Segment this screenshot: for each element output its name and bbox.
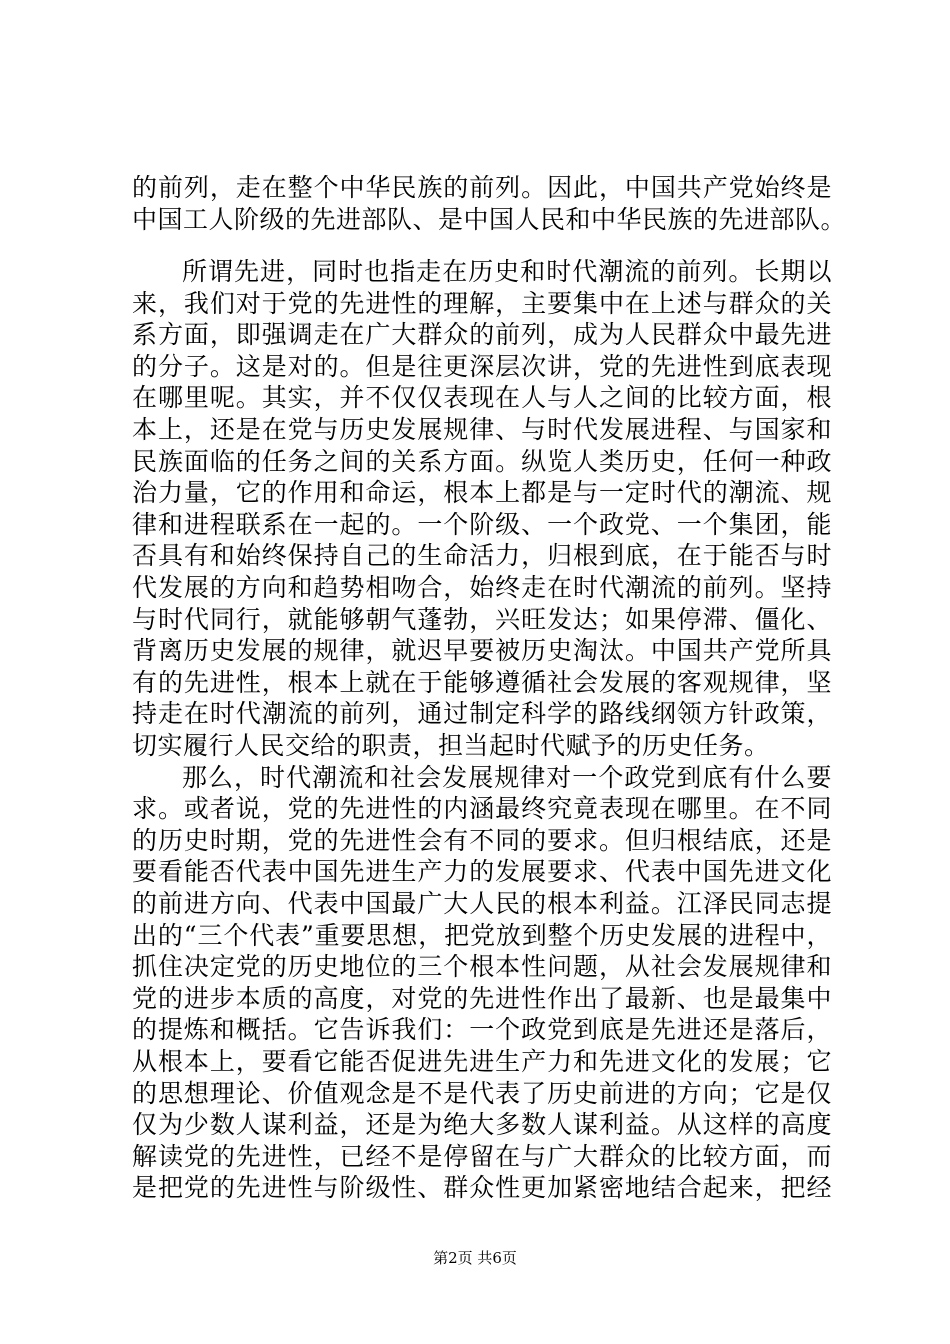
text-line: 解读党的先进性，已经不是停留在与广大群众的比较方面，而 — [132, 1141, 832, 1171]
text-line: 在哪里呢。其实，并不仅仅表现在人与人之间的比较方面，根 — [132, 383, 832, 413]
text-line: 的前进方向、代表中国最广大人民的根本利益。江泽民同志提 — [132, 889, 832, 918]
text-line: 党的进步本质的高度，对党的先进性作出了最新、也是最集中 — [132, 983, 832, 1013]
text-line: 治力量，它的作用和命运，根本上都是与一定时代的潮流、规 — [132, 478, 832, 508]
text-line: 律和进程联系在一起的。一个阶级、一个政党、一个集团，能 — [132, 509, 832, 539]
text-line: 民族面临的任务之间的关系方面。纵览人类历史，任何一种政 — [132, 446, 832, 476]
text-line: 背离历史发展的规律，就迟早要被历史淘汰。中国共产党所具 — [132, 636, 832, 666]
text-line: 抓住决定党的历史地位的三个根本性问题，从社会发展规律和 — [132, 952, 832, 982]
text-line: 的提炼和概括。它告诉我们：一个政党到底是先进还是落后， — [132, 1015, 832, 1045]
text-line: 来，我们对于党的先进性的理解，主要集中在上述与群众的关 — [132, 288, 832, 318]
text-line: 中国工人阶级的先进部队、是中国人民和中华民族的先进部队。 — [132, 205, 847, 234]
text-line: 系方面，即强调走在广大群众的前列，成为人民群众中最先进 — [132, 320, 832, 350]
text-line: 与时代同行，就能够朝气蓬勃，兴旺发达；如果停滞、僵化、 — [132, 604, 832, 634]
paragraph-last-line: 切实履行人民交给的职责，担当起时代赋予的历史任务。 — [132, 731, 770, 760]
text-line: 出的“三个代表”重要思想，把党放到整个历史发展的进程中， — [132, 920, 832, 950]
text-line: 有的先进性，根本上就在于能够遵循社会发展的客观规律，坚 — [132, 667, 832, 697]
page-number-footer: 第2页 共6页 — [433, 1249, 517, 1267]
text-line: 要看能否代表中国先进生产力的发展要求、代表中国先进文化 — [132, 857, 832, 887]
text-line: 的分子。这是对的。但是往更深层次讲，党的先进性到底表现 — [132, 351, 832, 381]
paragraph-first-line: 所谓先进，同时也指走在历史和时代潮流的前列。长期以 — [182, 257, 832, 286]
text-line: 否具有和始终保持自己的生命活力，归根到底，在于能否与时 — [132, 541, 832, 571]
text-line: 的思想理论、价值观念是不是代表了历史前进的方向；它是仅 — [132, 1078, 832, 1108]
text-line: 是把党的先进性与阶级性、群众性更加紧密地结合起来，把经 — [132, 1173, 832, 1203]
text-line: 代发展的方向和趋势相吻合，始终走在时代潮流的前列。坚持 — [132, 573, 832, 602]
text-line: 仅为少数人谋利益，还是为绝大多数人谋利益。从这样的高度 — [132, 1110, 832, 1140]
text-line: 求。或者说，党的先进性的内涵最终究竟表现在哪里。在不同 — [132, 794, 832, 824]
text-line: 本上，还是在党与历史发展规律、与时代发展进程、与国家和 — [132, 415, 832, 444]
paragraph-first-line: 那么，时代潮流和社会发展规律对一个政党到底有什么要 — [182, 762, 832, 792]
text-line: 的历史时期，党的先进性会有不同的要求。但归根结底，还是 — [132, 825, 832, 855]
text-line: 的前列，走在整个中华民族的前列。因此，中国共产党始终是 — [132, 173, 832, 202]
text-line: 持走在时代潮流的前列，通过制定科学的路线纲领方针政策， — [132, 699, 832, 729]
text-line: 从根本上，要看它能否促进先进生产力和先进文化的发展；它 — [132, 1047, 832, 1076]
